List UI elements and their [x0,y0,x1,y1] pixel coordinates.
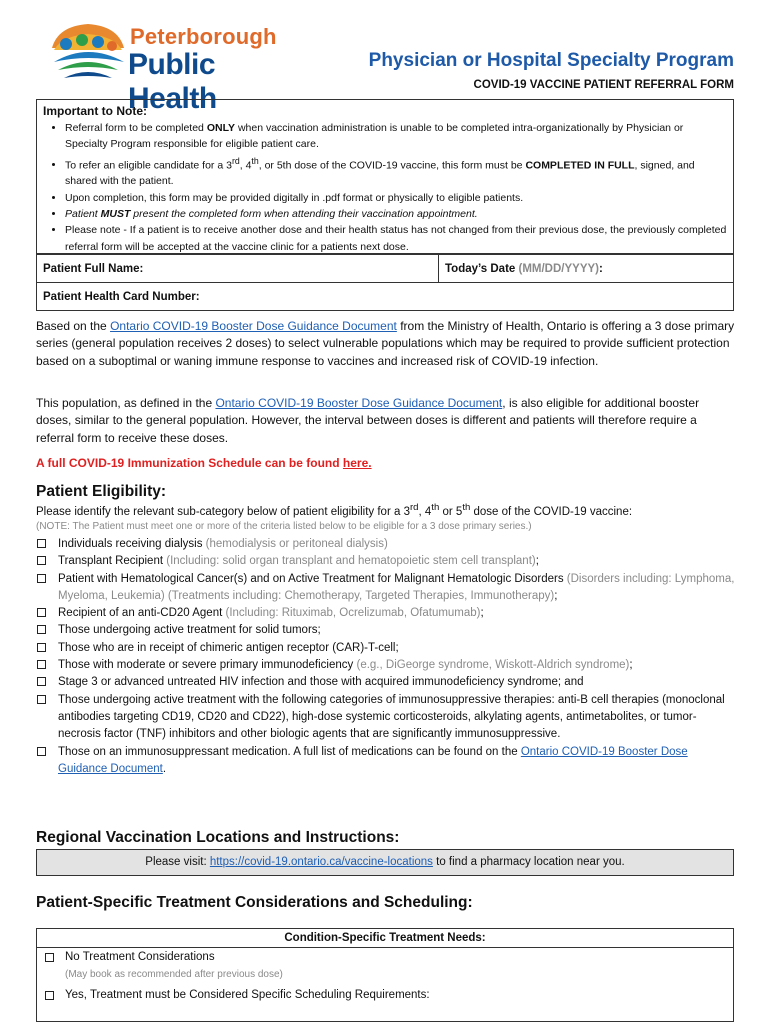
vaccine-locations-link[interactable]: https://covid-19.ontario.ca/vaccine-locations [209,856,433,868]
treatment-option-none: No Treatment Considerations (May book as recommended after previous dose) [37,949,733,983]
intro-paragraph: Based on the Ontario COVID-19 Booster Dose Guidance Document from the Ministry of Health, Ontario is offering a 3 dose primary series (general population receives 2 doses) to select vulnerable populations which may be required to provide sufficient protection based on a suboptimal or waning immune response to vaccines and increased risk of COVID-19 infection. [36,319,735,368]
health-card-number-field[interactable]: Patient Health Card Number: [37,283,734,311]
eligibility-heading: Patient Eligibility: [36,483,167,500]
checkbox[interactable] [37,660,46,669]
eligibility-item-immunodeficiency: Those with moderate or severe primary immunodeficiency (e.g., DiGeorge syndrome, Wiskott-Aldrich syndrome); [36,657,736,674]
booster-guidance-link[interactable]: Ontario COVID-19 Booster Dose Guidance Document [215,396,503,410]
todays-date-field[interactable]: Today’s Date (MM/DD/YYYY): [439,255,734,283]
treatment-needs-header: Condition-Specific Treatment Needs: [37,929,733,948]
checkbox[interactable] [37,574,46,583]
important-note-list [43,120,727,255]
checkbox[interactable] [37,695,46,704]
eligibility-item-anti-cd20: Recipient of an anti-CD20 Agent (Including: Rituximab, Ocrelizumab, Ofatumumab); [36,605,736,622]
important-note-box [36,99,734,254]
booster-guidance-link[interactable]: Ontario COVID-19 Booster Dose Guidance Document [110,319,397,333]
checkbox[interactable] [37,625,46,634]
checkbox[interactable] [37,677,46,686]
visit-locations-box: Please visit: https://covid-19.ontario.ca/vaccine-locations to find a pharmacy location near you. [36,849,734,876]
patient-full-name-field[interactable]: Patient Full Name: [37,255,439,283]
logo-text-peterborough: Peterborough [130,24,277,49]
eligibility-item-solid-tumors: Those undergoing active treatment for solid tumors; [36,622,736,639]
logo-figures-icon [48,18,128,82]
logo-text-public-health: Public Health [128,48,217,115]
treatment-needs-table [36,928,734,1022]
checkbox[interactable] [37,539,46,548]
checkbox[interactable] [37,747,46,756]
note-item: • Please note - If a patient is to receive another dose and their health status has not changed from their previous dose, the previously completed referral form will be accepted at the vaccine clinic for a patients next dose. [65,222,727,255]
schedule-link[interactable]: here. [342,456,372,470]
important-note-heading: Important to Note: [43,104,147,118]
locations-heading: Regional Vaccination Locations and Instructions: [36,829,400,846]
treatment-option-yes: Yes, Treatment must be Considered Specific Scheduling Requirements: [37,987,733,1004]
checkbox[interactable] [37,608,46,617]
eligibility-item-immunosuppressive-therapy: Those undergoing active treatment with the following categories of immunosuppressive therapies: anti-B cell therapies (monoclonal antibodies targeting CD19, CD20 and CD22), high-dose systemic corticosteroids, alkylating agents, antimetabolites, or tumor-necrosis factor (TNF) inhibitors and other biologic agents that are significantly immunosuppressive. [36,692,736,744]
checkbox[interactable] [45,953,54,962]
treatment-heading: Patient-Specific Treatment Considerations and Scheduling: [36,894,473,911]
patient-info-table [36,254,734,311]
checkbox[interactable] [37,643,46,652]
eligibility-item-hiv: Stage 3 or advanced untreated HIV infection and those with acquired immunodeficiency syndrome; and [36,674,736,691]
form-title: Physician or Hospital Specialty Program [368,50,734,71]
note-item: • Patient MUST present the completed form when attending their vaccination appointment. [65,206,727,222]
population-paragraph: This population, as defined in the Ontario COVID-19 Booster Dose Guidance Document, is also eligible for additional booster doses, similar to the general population. However, the interval between doses is different and patients will therefore require a referral form to receive these doses. [36,396,700,445]
eligibility-item-dialysis: Individuals receiving dialysis (hemodialysis or peritoneal dialysis) [36,536,736,553]
note-item: • Referral form to be completed ONLY when vaccination administration is unable to be completed intra-organizationally by Physician or Specialty Program responsible for eligible patient care. [65,120,727,153]
eligibility-intro: Please identify the relevant sub-category below of patient eligibility for a 3rd, 4th or 5th dose of the COVID-19 vaccine: (NOTE: The Patient must meet one or more of the criteria listed below to be eligible for a 3 dose primary series.) [36,502,736,532]
eligibility-item-immunosuppressant-medication: Those on an immunosuppressant medication. A full list of medications can be found on the Ontario COVID-19 Booster Dose Guidance Document. [36,744,736,779]
form-subtitle: COVID-19 VACCINE PATIENT REFERRAL FORM [473,79,734,91]
eligibility-item-car-t: Those who are in receipt of chimeric antigen receptor (CAR)-T-cell; [36,640,736,657]
note-item: • To refer an eligible candidate for a 3rd, 4th, or 5th dose of the COVID-19 vaccine, this form must be COMPLETED IN FULL, signed, and shared with the patient. [65,153,727,190]
booster-guidance-link[interactable]: Ontario COVID-19 Booster Dose Guidance Document [58,745,688,775]
eligibility-list [36,536,736,778]
schedule-notice: A full COVID-19 Immunization Schedule can be found here. [36,456,372,470]
checkbox[interactable] [37,556,46,565]
eligibility-item-hematological-cancer: Patient with Hematological Cancer(s) and on Active Treatment for Malignant Hematologic Disorders (Disorders including: Lymphoma, Myeloma, Leukemia) (Treatments including: Chemotherapy, Targeted Therapies, Immunotherapy); [36,571,736,606]
eligibility-note: (NOTE: The Patient must meet one or more of the criteria listed below to be eligible for a 3 dose primary series.) [36,520,532,532]
checkbox[interactable] [45,991,54,1000]
eligibility-item-transplant: Transplant Recipient (Including: solid organ transplant and hematopoietic stem cell transplant); [36,553,736,570]
note-item: • Upon completion, this form may be provided digitally in .pdf format or physically to eligible patients. [65,190,727,206]
